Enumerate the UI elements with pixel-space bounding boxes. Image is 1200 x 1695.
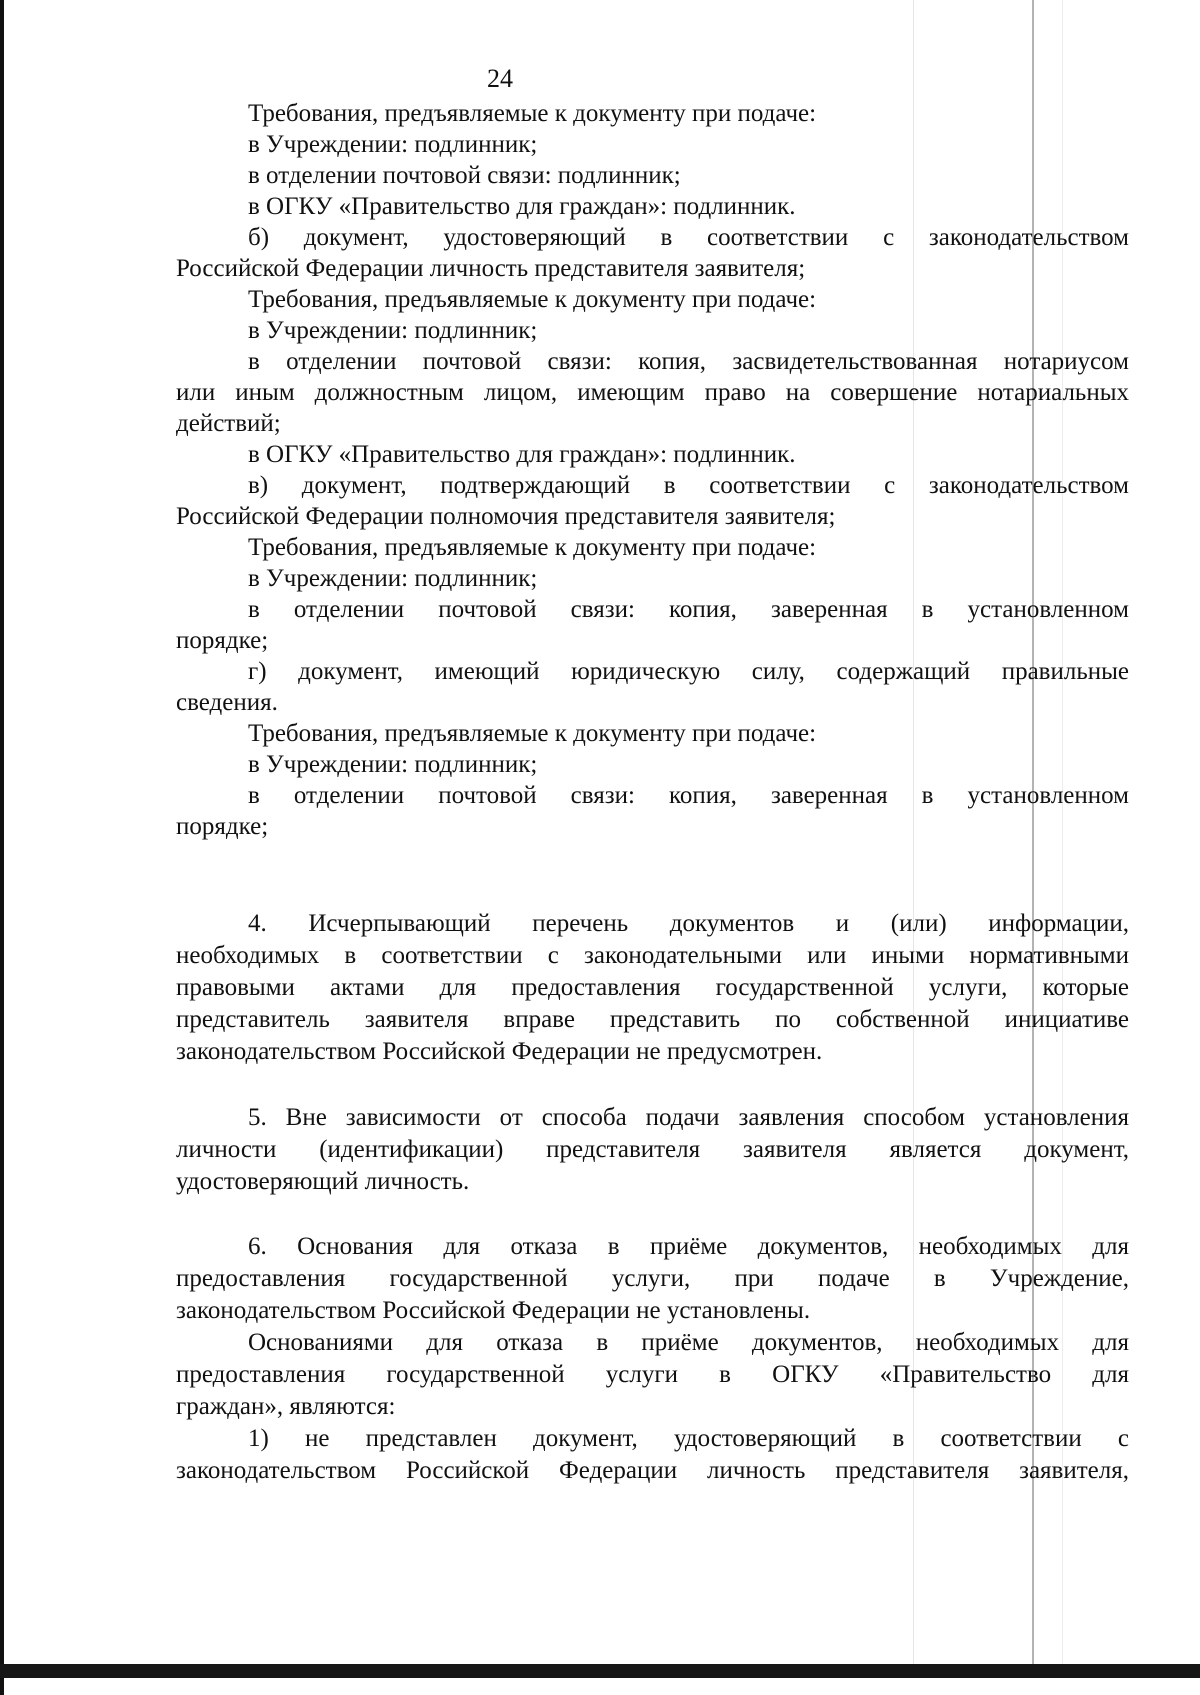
text-line: законодательством Российской Федерации не установлены.	[176, 1297, 811, 1324]
page-number: 24	[487, 64, 513, 93]
text-line: законодательством Российской Федерации личность представителя заявителя,	[176, 1457, 1129, 1484]
scan-shadow-bottom	[0, 1664, 1200, 1678]
text-line: Требования, предъявляемые к документу при подаче:	[248, 534, 817, 561]
text-line: Требования, предъявляемые к документу при подаче:	[248, 100, 817, 127]
text-line: в ОГКУ «Правительство для граждан»: подлинник.	[248, 441, 796, 468]
text-line: действий;	[176, 410, 281, 437]
text-line: правовыми актами для предоставления государственной услуги, которые	[176, 974, 1129, 1001]
text-line: Российской Федерации личность представителя заявителя;	[176, 255, 806, 282]
text-line: б) документ, удостоверяющий в соответствии с законодательством	[248, 224, 1129, 251]
text-line: личности (идентификации) представителя заявителя является документ,	[176, 1136, 1129, 1163]
text-line: предоставления государственной услуги в ОГКУ «Правительство для	[176, 1361, 1129, 1388]
text-line: в Учреждении: подлинник;	[248, 317, 538, 344]
text-line: 6. Основания для отказа в приёме документов, необходимых для	[248, 1233, 1129, 1260]
text-line: порядке;	[176, 627, 269, 654]
text-line: 5. Вне зависимости от способа подачи заявления способом установления	[248, 1104, 1129, 1131]
text-line: порядке;	[176, 813, 269, 840]
text-line: в отделении почтовой связи: копия, засвидетельствованная нотариусом	[248, 348, 1129, 375]
text-line: г) документ, имеющий юридическую силу, содержащий правильные	[248, 658, 1129, 685]
text-line: в отделении почтовой связи: копия, заверенная в установленном	[248, 782, 1129, 809]
text-line: Российской Федерации полномочия представителя заявителя;	[176, 503, 836, 530]
text-line: в Учреждении: подлинник;	[248, 751, 538, 778]
text-line: в) документ, подтверждающий в соответствии с законодательством	[248, 472, 1129, 499]
text-line: в ОГКУ «Правительство для граждан»: подлинник.	[248, 193, 796, 220]
text-line: в Учреждении: подлинник;	[248, 565, 538, 592]
text-line: Основаниями для отказа в приёме документов, необходимых для	[248, 1329, 1129, 1356]
text-line: Требования, предъявляемые к документу при подаче:	[248, 286, 817, 313]
text-line: представитель заявителя вправе представить по собственной инициативе	[176, 1006, 1129, 1033]
text-line: 4. Исчерпывающий перечень документов и (или) информации,	[248, 910, 1129, 937]
text-line: в отделении почтовой связи: копия, заверенная в установленном	[248, 596, 1129, 623]
text-line: Требования, предъявляемые к документу при подаче:	[248, 720, 817, 747]
text-line: предоставления государственной услуги, при подаче в Учреждение,	[176, 1265, 1129, 1292]
text-line: граждан», являются:	[176, 1393, 396, 1420]
text-line: или иным должностным лицом, имеющим право на совершение нотариальных	[176, 379, 1129, 406]
text-line: в Учреждении: подлинник;	[248, 131, 538, 158]
text-line: в отделении почтовой связи: подлинник;	[248, 162, 681, 189]
text-line: законодательством Российской Федерации не предусмотрен.	[176, 1038, 823, 1065]
text-line: удостоверяющий личность.	[176, 1168, 470, 1195]
text-line: необходимых в соответствии с законодательными или иными нормативными	[176, 942, 1129, 969]
text-line: 1) не представлен документ, удостоверяющий в соответствии с	[248, 1425, 1129, 1452]
text-line: сведения.	[176, 689, 278, 716]
